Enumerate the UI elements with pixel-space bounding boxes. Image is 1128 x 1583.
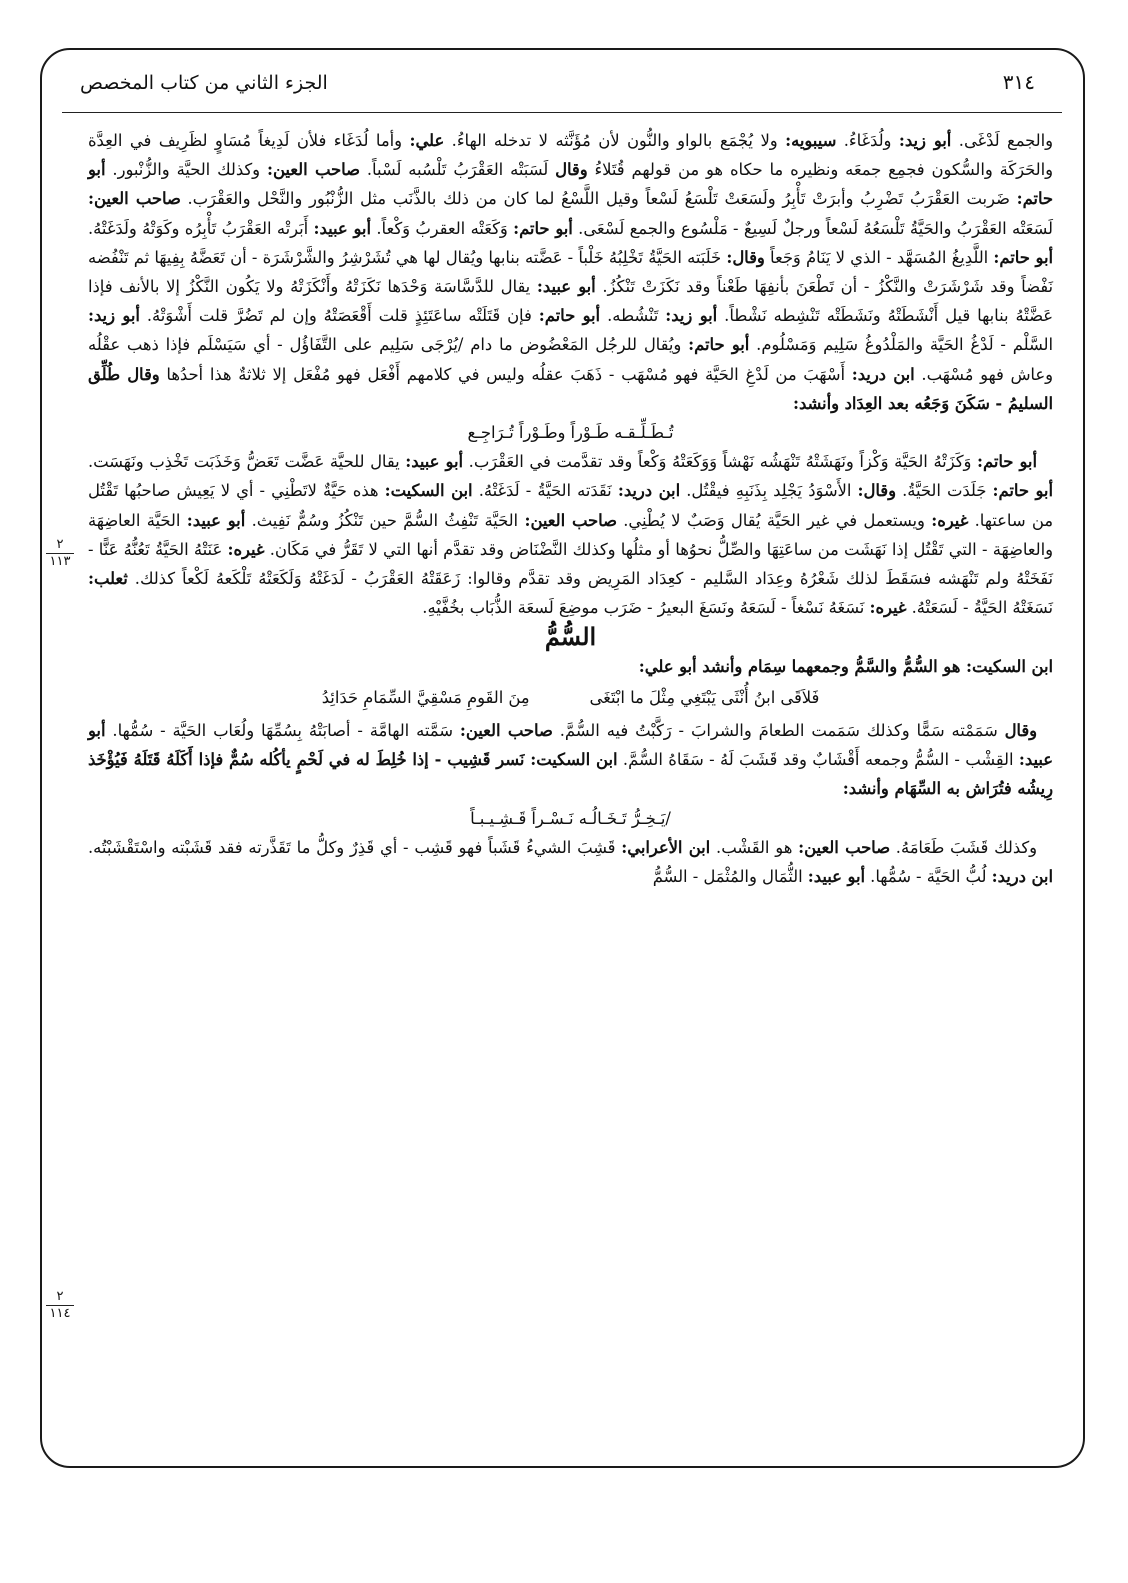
page-header (80, 68, 1035, 108)
text-run: نَسَغَتْهُ الحَيَّةُ - لَسَعَتْهُ. (906, 598, 1053, 618)
speaker-name: أبو زيد: (665, 306, 718, 326)
speaker-name: غيره: (227, 539, 265, 559)
paragraph (88, 716, 1053, 804)
text-run: ولُدَغَاءُ. (836, 131, 899, 150)
paragraph (88, 447, 1053, 622)
text-run: السَّلْم - لَدْغُ الحَيَّة والمَلْدُوغُ سَلِيم وَمَسْلُوم. (749, 335, 1053, 355)
paragraph (88, 126, 1053, 418)
speaker-name: أبو عبيد: (405, 452, 464, 472)
text-run: نَقَدَته الحَيَّةُ - لَدَغَتْهُ. (472, 481, 618, 501)
verse-line: /يَـخِـرُّ تَـخَـالُـه نَـسْـراً قَـشِـيـبـاً (470, 808, 671, 828)
speaker-name: أبو زيد: (88, 306, 140, 326)
speaker-name: صاحب العين: (524, 510, 617, 530)
speaker-name: ابن دريد: (851, 364, 915, 384)
text-run: القِشْب - السُّمُّ وجمعه أَقْشَابٌ وقد قَشَبَ لَهُ - سَقَاهُ السُّمَّ. (617, 750, 1019, 770)
page-number: ٣١٤ (1002, 70, 1035, 94)
text-run: لَسَعَتْه العَقْرَبُ والحَيَّةُ تَلْسَعُهُ لَسْعاً ورجلٌ لَسِيعٌ - مَلْسُوع والجمع لَسْعَى. (572, 218, 1053, 238)
page-body (88, 126, 1053, 891)
margin-note: ٢ ١١٤ (46, 1290, 74, 1321)
speaker-name: ابن السكيت: (384, 481, 473, 501)
speaker-name: نَسر قَشِيب - إذا خُلِطَ له في لَحْمٍ يأكُله سُمٌّ فإذا أَكَلَهُ قَتَلَهُ فَيُؤْخَذ رِيشُه فتُرَاش به السِّهَام وأنشد: (88, 750, 1053, 799)
text-run: سَمَمْته سَمًّا وكذلك سَمَمت الطعامَ والشرابَ - رَكَّبْتُ فيه السُّمَّ. (552, 721, 1005, 741)
speaker-name: غيره: (869, 598, 907, 618)
speaker-name: وقال (1004, 721, 1037, 741)
speaker-name: وقال: (857, 481, 896, 501)
text-run: وأما لُدَغَاء فلأن لَدِيغاً مُسَاوٍ لظَرِيف في العِدَّة والحَرَكَة والسُّكون فجمِع جمعَه ونظيره ما حكاه هو من قولهم قُتَلاءُ (88, 131, 1053, 180)
speaker-name: أبو عبيد: (313, 218, 371, 238)
speaker-name: أبو عبيد: (536, 277, 596, 297)
text-run: أَسْهَبَ من لَدْغِ الحَيَّة فهو مُسْهَب - ذَهَبَ عقلُه وليس في كلامهم أَفْعَل فهو مُفْعَل إلا ثلاثةٌ هذا أحدُها (159, 364, 852, 384)
text-run: والجمع لَدْغَى. (951, 131, 1053, 150)
text-run: أَبَرتْه العَقْرَبُ تَأْبِرُه وكَوَتْهُ ولَدَغَتْهُ. (88, 218, 314, 238)
text-run: وكذلك الحيَّة والزُّنْبور. (105, 160, 267, 180)
text-run: عَنَتْهُ الحَيَّةُ تَعُنُّهُ عَنًّا - نَفَخَتْهُ ولم تَنْهَشه فسَقَطَ لذلك شَعْرُهُ وعِدَاد السَّليم - كعِدَاد المَرِيض وقد تقدَّم وقالوا: زَعَقَتْهُ العَقْرَبُ - لَدَغَتْهُ وَلَكَعَتْهُ تَلْكَعهُ لَكْعاً كذلك. (88, 539, 1053, 589)
speaker-name: هو السُّمُّ والسَّمُّ وجمعهما سِمَام وأنشد أبو علي: (638, 656, 966, 676)
hemistich: مِنَ القَومِ مَسْقِيَّ السِّمَامِ حَدَائِدُ (321, 687, 530, 707)
speaker-name: أبو حاتم: (976, 452, 1037, 472)
text-run: تَنْشُطه. (600, 306, 666, 326)
text-run: الثُّمَال والمُثْمَل - السُّمُّ (652, 867, 808, 887)
speaker-name: وقال (127, 364, 160, 384)
speaker-name: أبو حاتم: (513, 218, 573, 238)
speaker-name: طُلِّق السليمُ - سَكَنَ وَجَعُه بعد العِدَاد وأنشد: (88, 364, 1053, 413)
text-run: فإن قَتَلَتْه ساعَتَئِذٍ قلت أَقْعَصَتْهُ وإن لم تَضُرَّ قلت أَشْوَتْهُ. (139, 306, 539, 326)
text-run: لَسَبَتْه العَقْرَبُ تَلْسُبه لَسْباً. (359, 160, 556, 180)
paragraph (88, 652, 1053, 681)
section-heading: السُّمُّ (544, 622, 597, 652)
speaker-name: أبو عبيد: (186, 510, 246, 530)
speaker-name: ابن دريد: (617, 481, 681, 501)
speaker-name: سيبويه: (785, 131, 837, 150)
speaker-name: أبو حاتم: (88, 160, 1053, 209)
speaker-name: ابن الأعرابي: (621, 837, 711, 857)
speaker-name: ابن دريد: (991, 867, 1053, 887)
speaker-name: أبو عبيد: (807, 867, 865, 887)
speaker-name: أبو حاتم: (992, 481, 1053, 501)
text-run: يقال للدَّسَّاسَة وَحْدَها نَكَزَتْهُ وأَنْكَزَتْهُ ولا يَكُون النَّكْزُ إلا بالأنف فإذا عَضَّتْهُ بنابها قيل أَنْشَطَتْهُ ونَشَطَتْه تَنْشِطه نَشْطاً. (88, 277, 1053, 326)
speaker-name: صاحب العين: (88, 189, 181, 209)
speaker-name: صاحب العين: (266, 160, 360, 180)
text-run: سَمَّته الهامَّة - أصابَتْهُ بِسُمِّهَا ولُعَاب الحَيَّة - سُمُّها. (105, 721, 460, 741)
text-run: الحَيَّة العاضِهَة والعاضِهَة - التي تَقْتُل إذا نَهَشَت من ساعَتِهَا والصِّلُّ نحوُها أو مثلُها وكذلك النَّضْنَاض وقد تقدَّم أنها التي لا تَقَرُّ في مَكَان. (88, 510, 1053, 559)
text-run: نَسَغَهُ نَسْغاً - لَسَعَهُ ونَسَغَ البعيرُ - ضَرَب موضِعَ لَسعَة الذُّبَاب بخُفَّيْهِ. (422, 598, 870, 618)
verse-line: تُـطَـلِّـقـه طَـوْراً وطَـوْراً تُـرَاجِـع (467, 423, 674, 443)
speaker-name: صاحب العين: (798, 837, 890, 857)
header-rule (62, 112, 1062, 113)
speaker-name: وقال: (726, 247, 765, 267)
text-run: اللَّدِيغُ المُسَهَّد - الذي لا يَنَامُ وَجَعاً (764, 247, 994, 267)
text-run: الأَسْوَدُ يَجْلِد بِذَنَبِهِ فيقْتُل. (680, 481, 858, 501)
speaker-name: أبو حاتم: (538, 306, 601, 326)
speaker-name: صاحب العين: (459, 721, 553, 741)
text-run: ويستعمل في غير الحَيَّة يُقال وَصَبٌ لا يُطْنِي. (616, 510, 932, 530)
text-run: يقال للحيَّة عَضَّت تَعَضُّ وَخَذَبَت تَخْذِب ونَهَسَت. (88, 452, 406, 472)
text-run: ولا يُجْمَع بالواو والنُّون لأن مُؤَنَّثه لا تدخله الهاءُ. (444, 131, 786, 150)
margin-note: ٢ ١١٣ (46, 538, 74, 569)
speaker-name: ثعلب: (88, 569, 128, 589)
speaker-name: غيره: (931, 510, 969, 530)
text-run: وكذلك قَشَبَ طَعَامَهُ. (889, 837, 1037, 857)
text-run: قَشِبَ الشيءُ قَشَباً فهو قَشِب - أي قَذِرٌ وكلُّ ما تَقَذَّرته فقد قَشَبْته واسْتَقْشَبْتُه. (88, 837, 622, 857)
text-run: لُبُّ الحَيَّة - سُمُّها. (865, 867, 992, 887)
text-run: جَلَدَت الحَيَّةُ. (895, 481, 993, 501)
speaker-name: أبو حاتم: (688, 335, 750, 355)
text-run: وَكَزَتْهُ الحَيَّة وَكْزاً ونَهَشَتْهُ تَنْهَشُه نَهْشاً وَوَكَعَتْهُ وَكْعاً وقد تقدَّمت في العَقْرَب. (463, 452, 977, 472)
text-run: هو القَشْب. (710, 837, 799, 857)
text-run: ضَربت العَقْرَبُ تَضْرِبُ وأبرَتْ تَأْبِرُ ولَسَعَتْ تَلْسَعُ لَسْعاً وقيل اللَّسْعُ لما كان من ذلك بالذَّنَب مثل الزُّنْبُور والنَّحْل والعَقْرَب. (180, 189, 1017, 209)
speaker-name: علي: (409, 131, 445, 150)
text-run: الحَيَّة تَنْفِثُ السُّمَّ حين تَنْكُزُ وسُمٌّ نَفِيث. (245, 510, 525, 530)
text-run: وَكَعَتْه العقربُ وَكْعاً. (370, 218, 514, 238)
speaker-name: أبو عبيد: (88, 721, 1054, 770)
text-run: هذه حَيَّةٌ لاتَطْنِي - أي لا يَعِيش صاحبُها تَقْتُل من ساعتها. (88, 481, 1053, 530)
running-title: الجزء الثاني من كتاب المخصص (80, 72, 328, 94)
text-run: خَلَبَته الحَيَّةُ تَخْلِبُهُ خَلْباً - عَضَّته بنابها ويُقال لها هي تُشَرْشِرُ والشَّرْشَرَة - أن تَعَضَّهُ بِفِيهَا ثم تَنْفُضه نَفْضاً وقد شَرْشَرَتْ والنَّكْزُ - أن تَطْعَنَ بأنفِهَا طَعْناً وقد نَكَزَتْ تَنْكُزُ. (88, 247, 1053, 297)
speaker-name: أبو زيد: (898, 131, 952, 150)
verse-couplet (88, 683, 1053, 712)
speaker-name: أبو حاتم: (993, 247, 1054, 267)
paragraph (88, 833, 1053, 891)
speaker-name: ابن السكيت: (965, 656, 1053, 676)
speaker-name: وقال (555, 160, 588, 180)
speaker-name: ابن السكيت: (530, 750, 618, 770)
text-run: ويُقال للرجُل المَعْضُوض ما دام /يُرْجَى سَلِيم على التَّفَاؤُل - أي سَيَسْلَم فإذا ذهب عقْلُه وعاش فهو مُسْهَب. (88, 335, 1053, 384)
hemistich: فَلاَقَى ابنُ أُنْثَى يَبْتَغِي مِثْلَ ما ابْتَغَى (589, 687, 820, 707)
